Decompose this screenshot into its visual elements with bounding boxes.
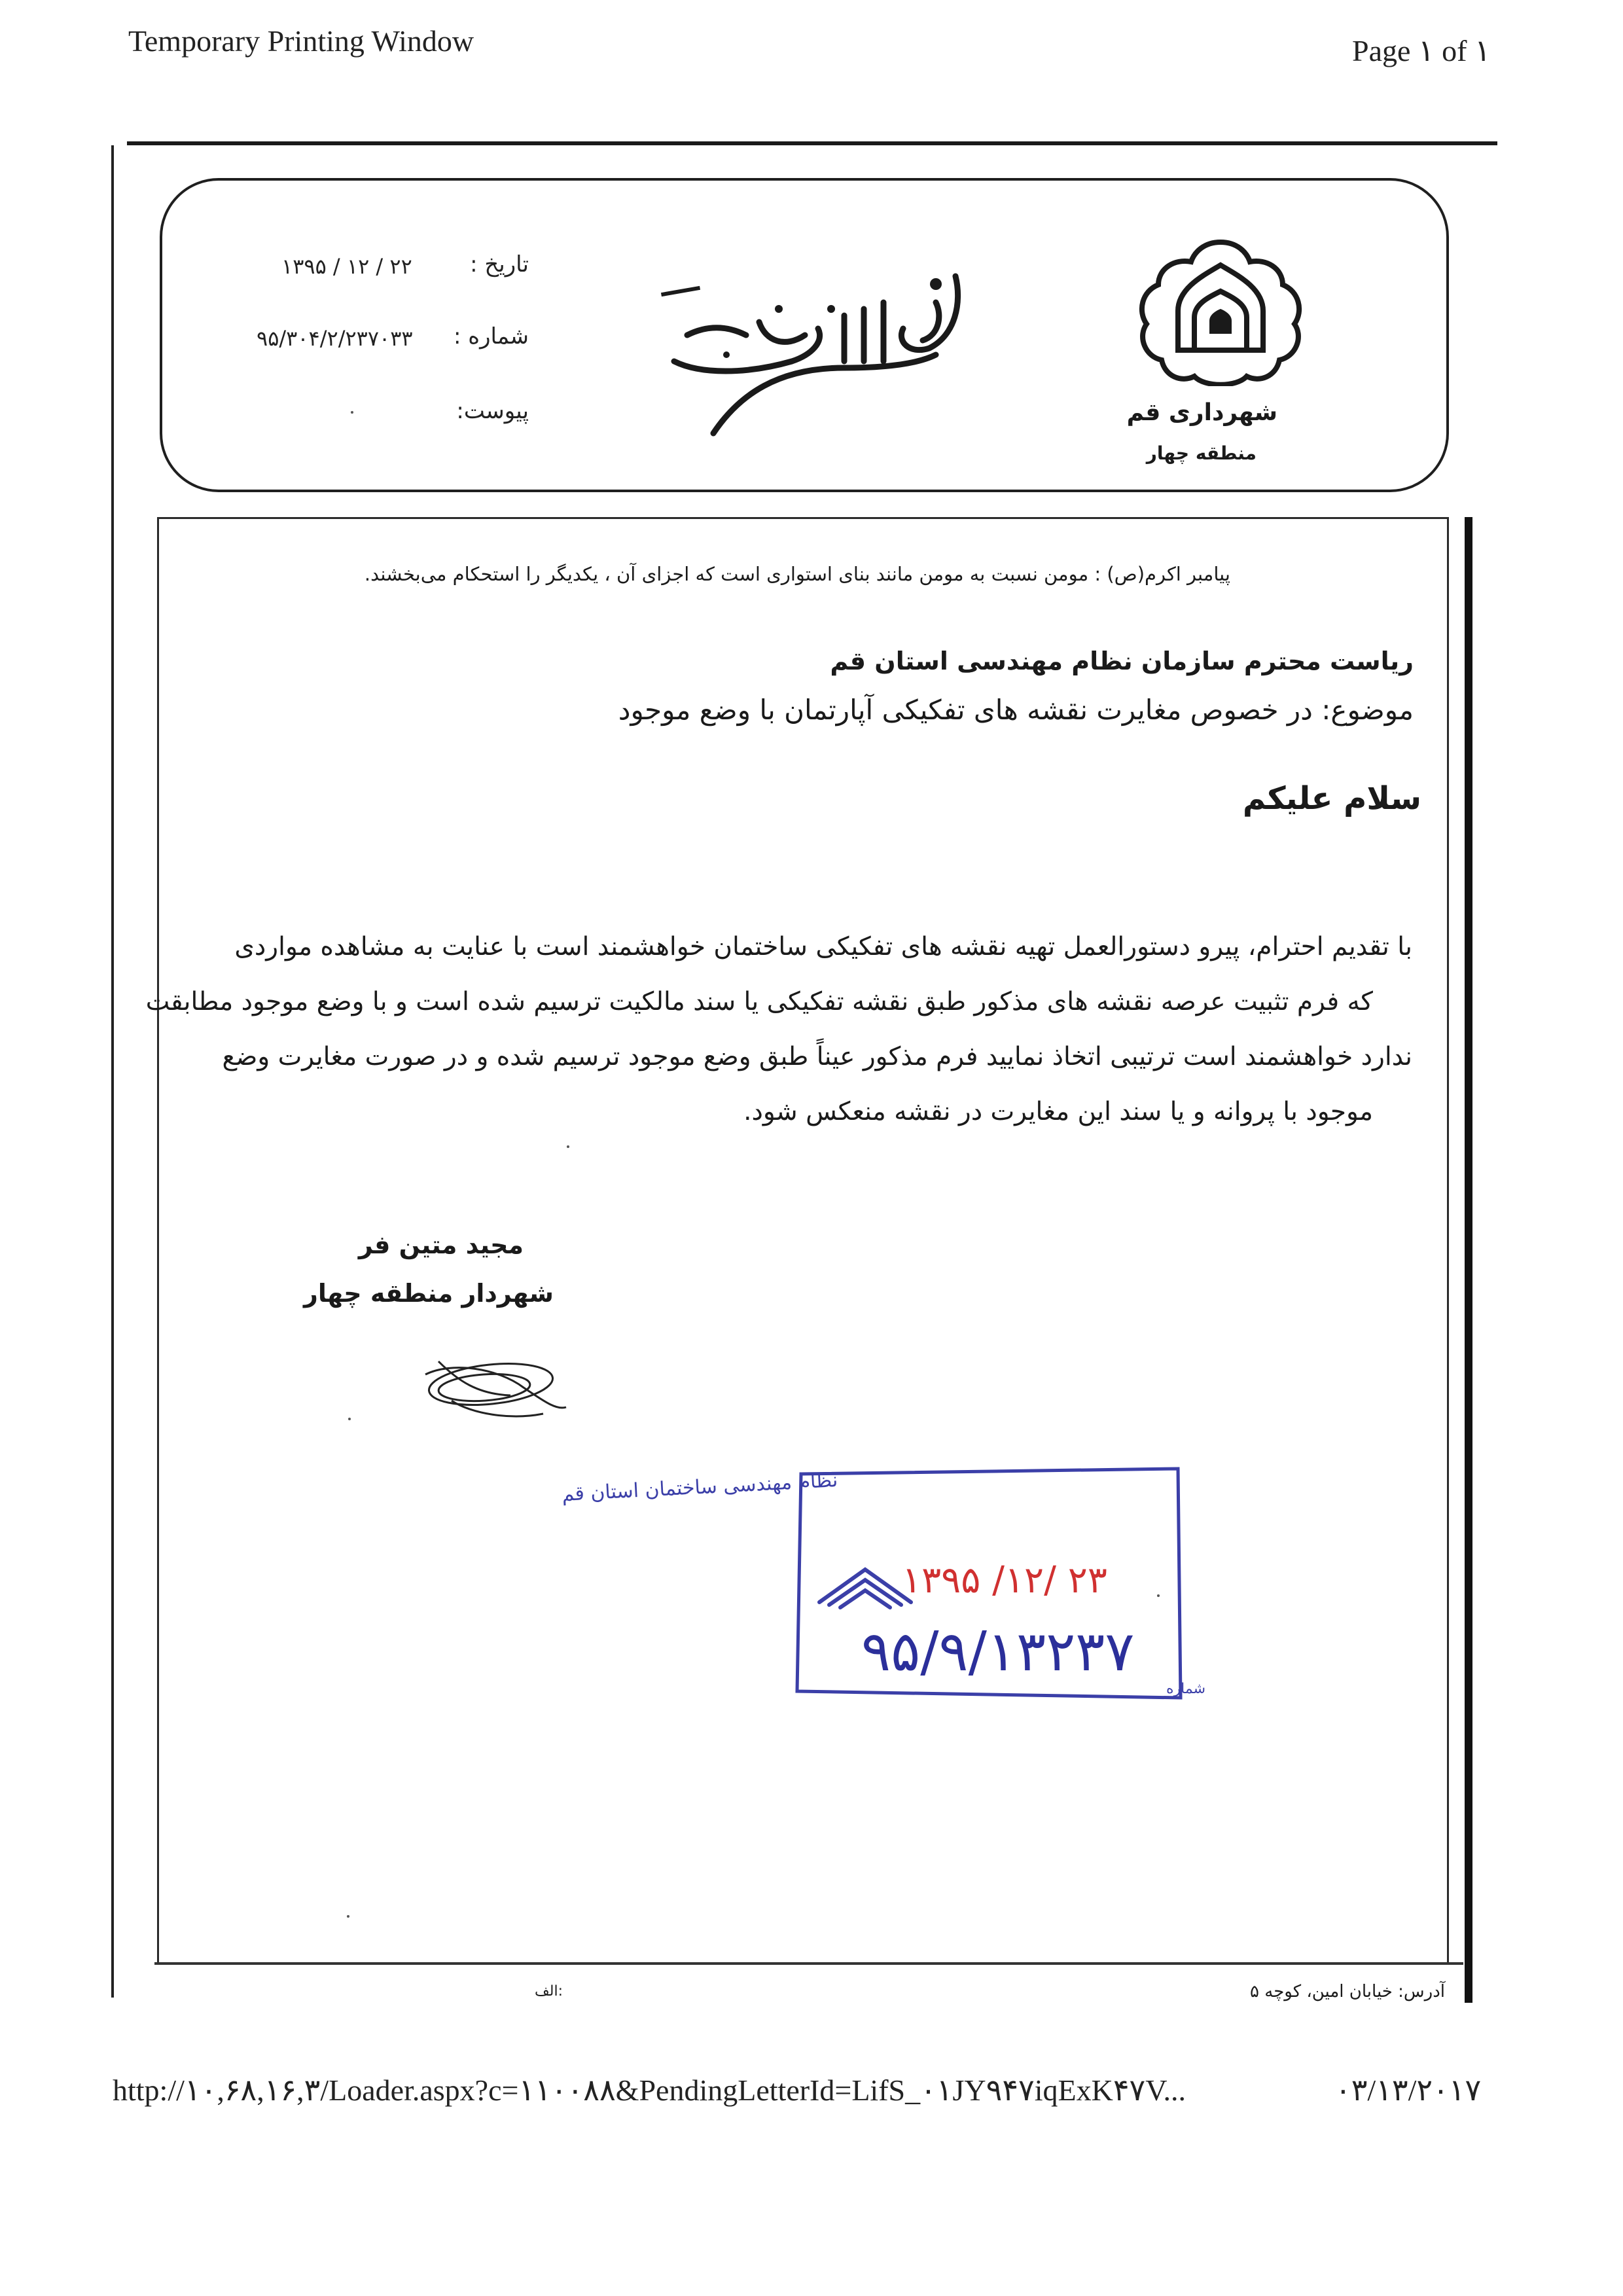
- signatory-title: شهردار منطقه چهار: [303, 1279, 554, 1308]
- stamp-organization: نظام مهندسی ساختمان استان قم: [561, 1469, 838, 1507]
- footer-divider: [154, 1962, 1463, 1965]
- scan-speck: [348, 1418, 351, 1420]
- body-line: که فرم تثبیت عرصه نقشه های مذکور طبق نقشه تفکیکی یا سند مالکیت ترسیم شده است و با وضع موجود مطابقت: [145, 987, 1373, 1016]
- body-line: موجود با پروانه و یا سند این مغایرت در نقشه منعکس شود.: [743, 1097, 1373, 1126]
- date-label: تاریخ :: [470, 251, 529, 278]
- page-url: http://۱۰,۶۸,۱۶,۳/Loader.aspx?c=۱۱۰۰۸۸&PendingLetterId=LifS_۰۱JY۹۴۷iqExK۴۷V...: [113, 2073, 1186, 2107]
- stamp-number-label: شماره: [1166, 1681, 1206, 1697]
- signatory-name: مجید متین فر: [358, 1230, 524, 1259]
- attachment-label: پیوست:: [456, 398, 529, 424]
- scan-speck: [1157, 1594, 1160, 1597]
- subject-line: موضوع: در خصوص مغایرت نقشه های تفکیکی آپارتمان با وضع موجود: [618, 694, 1414, 726]
- scan-speck: [351, 411, 353, 414]
- footer-attachment-label: :الف: [534, 1983, 563, 2000]
- organization-name: شهرداری قم: [1126, 399, 1277, 426]
- footer-address: آدرس: خیابان امین، کوچه ۵: [1250, 1982, 1445, 2001]
- page-indicator: Page ۱ of ۱: [1352, 34, 1491, 67]
- recipient-line: ریاست محترم سازمان نظام مهندسی استان قم: [830, 647, 1414, 675]
- number-value: ۹۵/۳۰۴/۲/۲۳۷۰۳۳: [257, 326, 413, 351]
- window-title: Temporary Printing Window: [128, 24, 474, 58]
- scan-speck: [567, 1145, 569, 1148]
- number-label: شماره :: [454, 323, 529, 350]
- organization-district: منطقه چهار: [1146, 442, 1257, 464]
- right-scan-edge: [1465, 517, 1472, 2003]
- top-divider: [127, 141, 1497, 145]
- handwritten-signature: [412, 1348, 569, 1427]
- date-value: ۱۳۹۵ / ۱۲ / ۲۲: [281, 254, 412, 279]
- scan-speck: [347, 1915, 349, 1918]
- hadith-quote: پیامبر اکرم(ص) : مومن نسبت به مومن مانند بنای استواری است که اجزای آن ، یکدیگر را استحکام می‌بخشند.: [364, 563, 1230, 585]
- body-line: ندارد خواهشمند است ترتیبی اتخاذ نمایید فرم مذکور عیناً طبق وضع موجود ترسیم شده و در صورت مغایرت وضع: [222, 1042, 1412, 1071]
- stamp-number: ۹۵/۹/۱۳۲۳۷: [861, 1619, 1135, 1683]
- municipality-emblem-logo: [1132, 236, 1309, 386]
- calligraphy-motto-logo: [648, 263, 975, 440]
- body-line: با تقدیم احترام، پیرو دستورالعمل تهیه نقشه های تفکیکی ساختمان خواهشمند است با عنایت به مشاهده مواردی: [234, 932, 1412, 961]
- greeting: سلام علیکم: [1242, 780, 1421, 817]
- stamp-date: ۱۳۹۵ /۱۲/ ۲۳: [902, 1559, 1107, 1602]
- letter-body-frame: [157, 517, 1449, 1964]
- left-scan-edge: [111, 145, 114, 1998]
- print-date: ۰۳/۱۳/۲۰۱۷: [1335, 2073, 1482, 2107]
